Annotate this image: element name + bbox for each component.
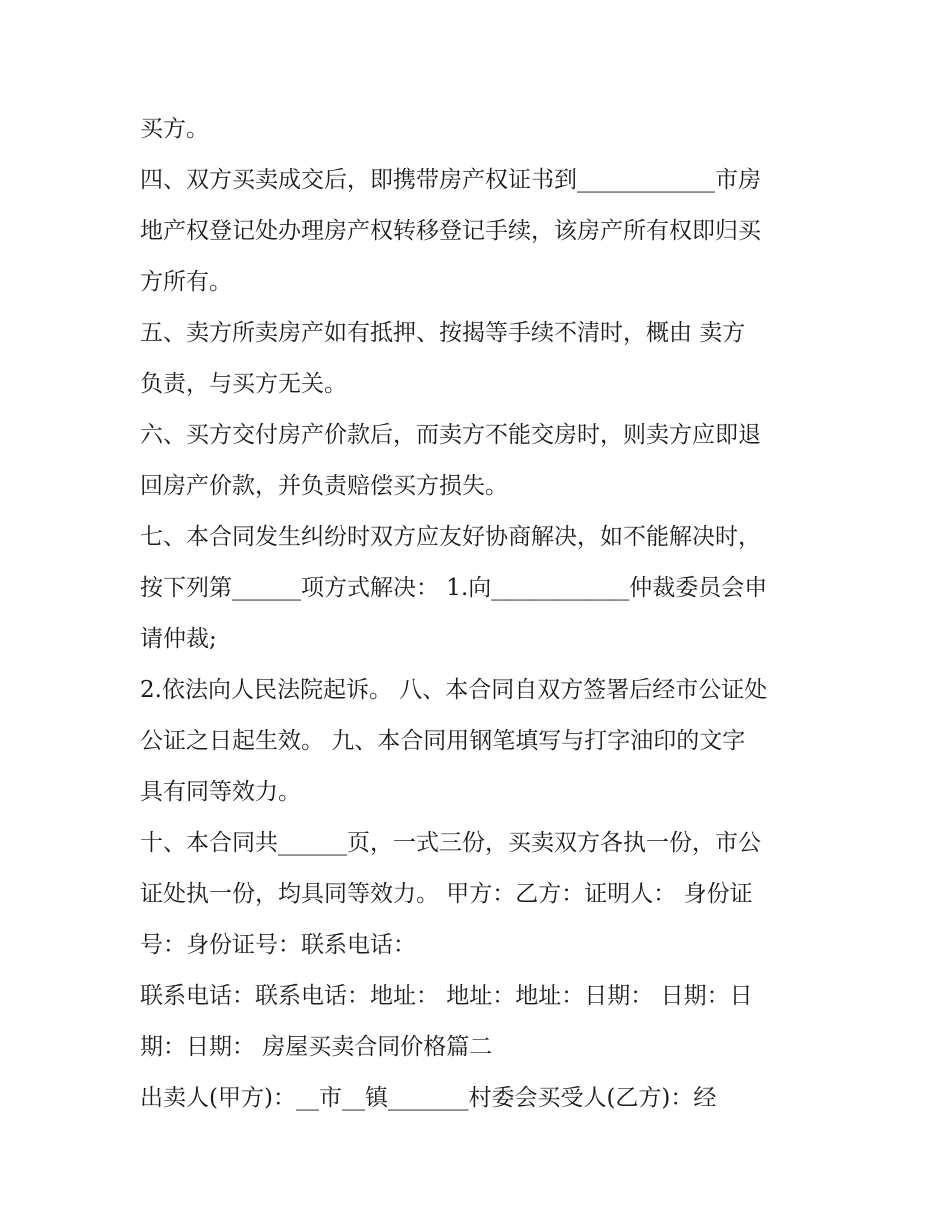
text-line: 七、本合同发生纠纷时双方应友好协商解决，如不能解决时， [140,524,761,550]
text-line: 负责，与买方无关。 [140,371,347,397]
text-line: 公证之日起生效。 九、本合同用钢笔填写与打字油印的文字 [140,728,746,754]
text-line: 十、本合同共______页，一式三份，买卖双方各执一份，市公 [140,830,761,856]
text-line: 证处执一份，均具同等效力。 甲方：乙方：证明人： 身份证 [140,881,753,907]
text-line: 联系电话：联系电话：地址： 地址：地址：日期： 日期：日 [140,983,753,1009]
text-line: 请仲裁; [140,626,217,652]
text-line: 五、卖方所卖房产如有抵押、按揭等手续不清时，概由 卖方 [140,320,746,346]
document-body [140,104,820,1124]
text-line: 出卖人(甲方)：__市__镇_______村委会买受人(乙方)：经 [140,1085,717,1111]
text-line: 按下列第______项方式解决： 1.向____________仲裁委员会申 [140,575,768,601]
text-line: 回房产价款，并负责赔偿买方损失。 [140,473,508,499]
text-line: 买方。 [140,116,209,142]
text-line: 2.依法向人民法院起诉。 八、本合同自双方签署后经市公证处 [140,677,768,703]
text-line: 方所有。 [140,269,232,295]
text-line: 六、买方交付房产价款后，而卖方不能交房时，则卖方应即退 [140,422,761,448]
text-line: 具有同等效力。 [140,779,301,805]
text-line: 四、双方买卖成交后，即携带房产权证书到____________市房 [140,167,761,193]
text-line: 期：日期： 房屋买卖合同价格篇二 [140,1034,493,1060]
text-line: 地产权登记处办理房产权转移登记手续，该房产所有权即归买 [140,218,761,244]
text-line: 号：身份证号：联系电话： [140,932,416,958]
